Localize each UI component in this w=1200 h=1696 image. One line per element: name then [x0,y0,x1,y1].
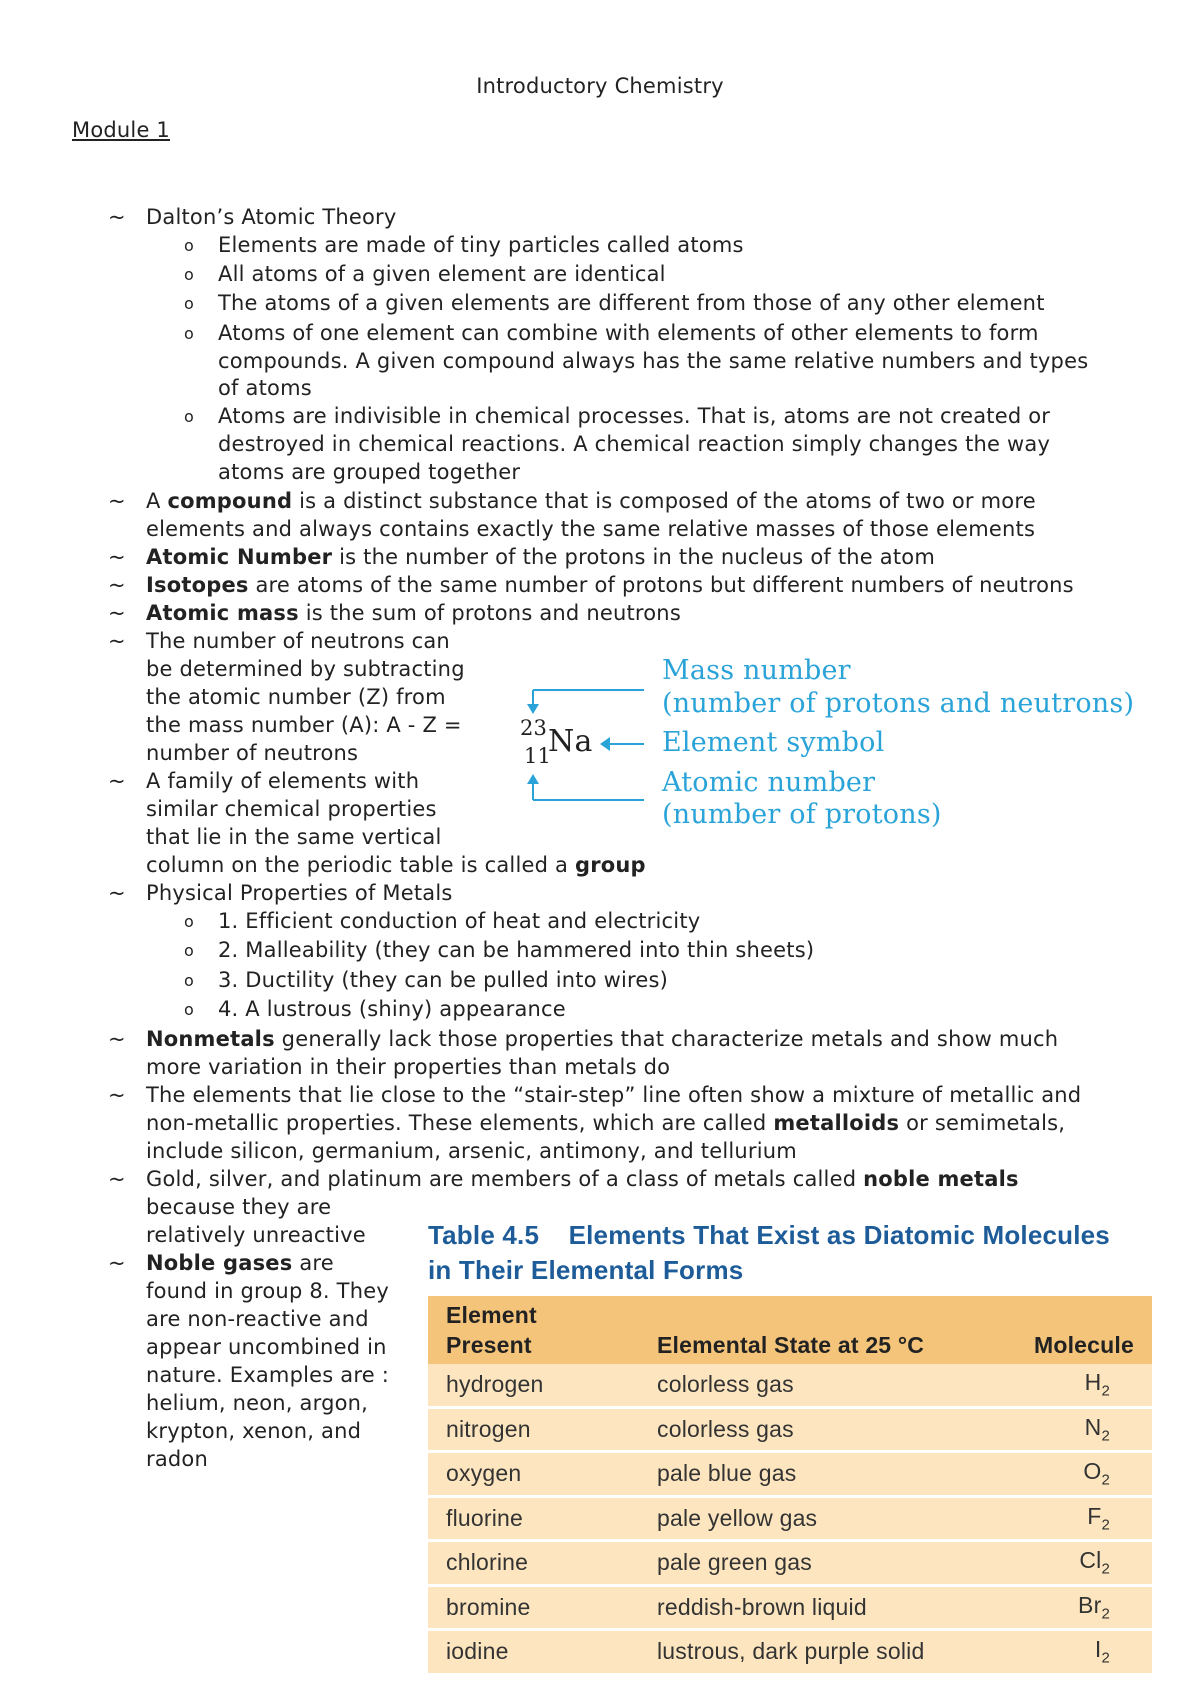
dalton-heading: Dalton’s Atomic Theory [146,205,397,229]
atomic-number-desc: (number of protons) [662,799,942,830]
cell-molecule: $Br_2$ [1078,1591,1110,1623]
metal-property: 1. Efficient conduction of heat and electricity [218,909,701,933]
dalton-point-cont: compounds. A given compound always has the same relative numbers and types [218,349,1089,373]
noble-metals-text: Gold, silver, and platinum are members of a class of metals called noble metals [146,1167,1019,1191]
table-header-row [428,1296,1152,1364]
bullet-marker: ~ [108,1251,126,1275]
metalloids-text: include silicon, germanium, arsenic, antimony, and tellurium [146,1139,797,1163]
table-row [428,1496,1152,1541]
bullet-marker: ~ [108,573,126,597]
sub-bullet-marker: o [184,236,194,255]
cell-molecule: $Cl_2$ [1079,1547,1110,1579]
module-heading: Module 1 [72,118,170,142]
table-row [428,1452,1152,1497]
cell-state: lustrous, dark purple solid [657,1638,925,1665]
noble-gases-text: Noble gases are [146,1251,334,1275]
sub-bullet-marker: o [184,324,194,343]
header-state: Elemental State at 25 °C [639,1296,993,1364]
sub-bullet-marker: o [184,971,194,990]
sub-bullet-marker: o [184,294,194,313]
dalton-point-cont: destroyed in chemical reactions. A chemical reaction simply changes the way [218,432,1051,456]
element-symbol-label: Element symbol [662,727,885,758]
up-arrow-icon [527,774,539,784]
cell-element: hydrogen [446,1371,544,1398]
nonmetals-definition: Nonmetals generally lack those properties that characterize metals and show much [146,1027,1059,1051]
dalton-point: Elements are made of tiny particles called atoms [218,233,744,257]
bullet-marker: ~ [108,881,126,905]
neutrons-text: the mass number (A): A - Z = [146,713,462,737]
diatomic-table [428,1296,1152,1673]
page-title: Introductory Chemistry [476,74,724,98]
noble-gases-text: krypton, xenon, and [146,1419,362,1443]
sub-bullet-marker: o [184,912,194,931]
group-text: A family of elements with [146,769,420,793]
left-arrow-icon [600,737,610,751]
metalloids-text: The elements that lie close to the “stair-step” line often show a mixture of metallic and [146,1083,1082,1107]
atomic-number-definition: Atomic Number is the number of the protons in the nucleus of the atom [146,545,935,569]
mass-number-desc: (number of protons and neutrons) [662,688,1135,719]
metal-property: 3. Ductility (they can be pulled into wires) [218,968,669,992]
dalton-point: The atoms of a given elements are different from those of any other element [218,291,1045,315]
mass-number-value: 23 [520,716,548,740]
table-row [428,1585,1152,1630]
table-row [428,1407,1152,1452]
bullet-marker: ~ [108,545,126,569]
table-number: Table 4.5 [428,1220,540,1250]
cell-state: pale yellow gas [657,1504,818,1531]
cell-state: pale green gas [657,1549,812,1576]
bullet-marker: ~ [108,1027,126,1051]
atomic-mass-definition: Atomic mass is the sum of protons and neutrons [146,601,681,625]
neutrons-text: the atomic number (Z) from [146,685,446,709]
bullet-marker: ~ [108,1083,126,1107]
cell-element: bromine [446,1593,531,1620]
table-row [428,1541,1152,1586]
noble-gases-text: are non-reactive and [146,1307,369,1331]
bullet-marker: ~ [108,205,126,229]
cell-molecule: $H_2$ [1084,1369,1110,1401]
cell-state: colorless gas [657,1371,794,1398]
metalloids-text: non-metallic properties. These elements, which are called metalloids or semimetals, [146,1111,1066,1135]
bullet-marker: ~ [108,769,126,793]
bullet-marker: ~ [108,489,126,513]
compound-definition: A compound is a distinct substance that is composed of the atoms of two or more [146,489,1036,513]
group-text: similar chemical properties [146,797,437,821]
metals-heading: Physical Properties of Metals [146,881,453,905]
neutrons-text: The number of neutrons can [146,629,450,653]
noble-gases-text: radon [146,1447,208,1471]
noble-gases-text: appear uncombined in [146,1335,387,1359]
table-caption [428,1218,1110,1252]
cell-molecule: $F_2$ [1087,1502,1110,1534]
group-text: column on the periodic table is called a group [146,853,646,877]
cell-state: reddish-brown liquid [657,1593,867,1620]
group-text: that lie in the same vertical [146,825,442,849]
element-symbol: Na [548,724,593,759]
noble-metals-text: relatively unreactive [146,1223,366,1247]
cell-element: fluorine [446,1504,524,1531]
cell-element: oxygen [446,1460,522,1487]
sub-bullet-marker: o [184,941,194,960]
table-row [428,1630,1152,1673]
sub-bullet-marker: o [184,407,194,426]
table-row [428,1364,1152,1407]
dalton-point: All atoms of a given element are identical [218,262,666,286]
header-molecule: Molecule [993,1296,1152,1364]
noble-gases-text: found in group 8. They [146,1279,389,1303]
metal-property: 4. A lustrous (shiny) appearance [218,997,566,1021]
noble-metals-text: because they are [146,1195,332,1219]
isotopes-definition: Isotopes are atoms of the same number of protons but different numbers of neutrons [146,573,1074,597]
noble-gases-text: helium, neon, argon, [146,1391,369,1415]
noble-gases-text: nature. Examples are : [146,1363,389,1387]
cell-molecule: $I_2$ [1094,1636,1110,1668]
nonmetals-definition-cont: more variation in their properties than metals do [146,1055,671,1079]
bullet-marker: ~ [108,629,126,653]
cell-state: colorless gas [657,1415,794,1442]
table-title-cont: in Their Elemental Forms [428,1255,744,1285]
cell-molecule: $N_2$ [1084,1413,1110,1445]
cell-molecule: $O_2$ [1083,1458,1110,1490]
sub-bullet-marker: o [184,1000,194,1019]
dalton-point-cont: atoms are grouped together [218,460,521,484]
cell-element: nitrogen [446,1415,531,1442]
neutrons-text: number of neutrons [146,741,359,765]
compound-definition-cont: elements and always contains exactly the same relative masses of those elements [146,517,1036,541]
cell-state: pale blue gas [657,1460,797,1487]
mass-number-label: Mass number [662,655,851,686]
table-title: Elements That Exist as Diatomic Molecules [568,1220,1110,1250]
atomic-number-value: 11 [524,744,552,768]
header-element: Element Present [428,1296,639,1364]
dalton-point: Atoms of one element can combine with elements of other elements to form [218,321,1039,345]
metal-property: 2. Malleability (they can be hammered into thin sheets) [218,938,815,962]
nuclide-diagram [510,652,1135,842]
bullet-marker: ~ [108,601,126,625]
down-arrow-icon [527,704,539,714]
sub-bullet-marker: o [184,265,194,284]
neutrons-text: be determined by subtracting [146,657,465,681]
bullet-marker: ~ [108,1167,126,1191]
cell-element: iodine [446,1638,509,1665]
dalton-point-cont: of atoms [218,376,312,400]
cell-element: chlorine [446,1549,529,1576]
dalton-point: Atoms are indivisible in chemical processes. That is, atoms are not created or [218,404,1051,428]
atomic-number-label: Atomic number [662,767,876,798]
